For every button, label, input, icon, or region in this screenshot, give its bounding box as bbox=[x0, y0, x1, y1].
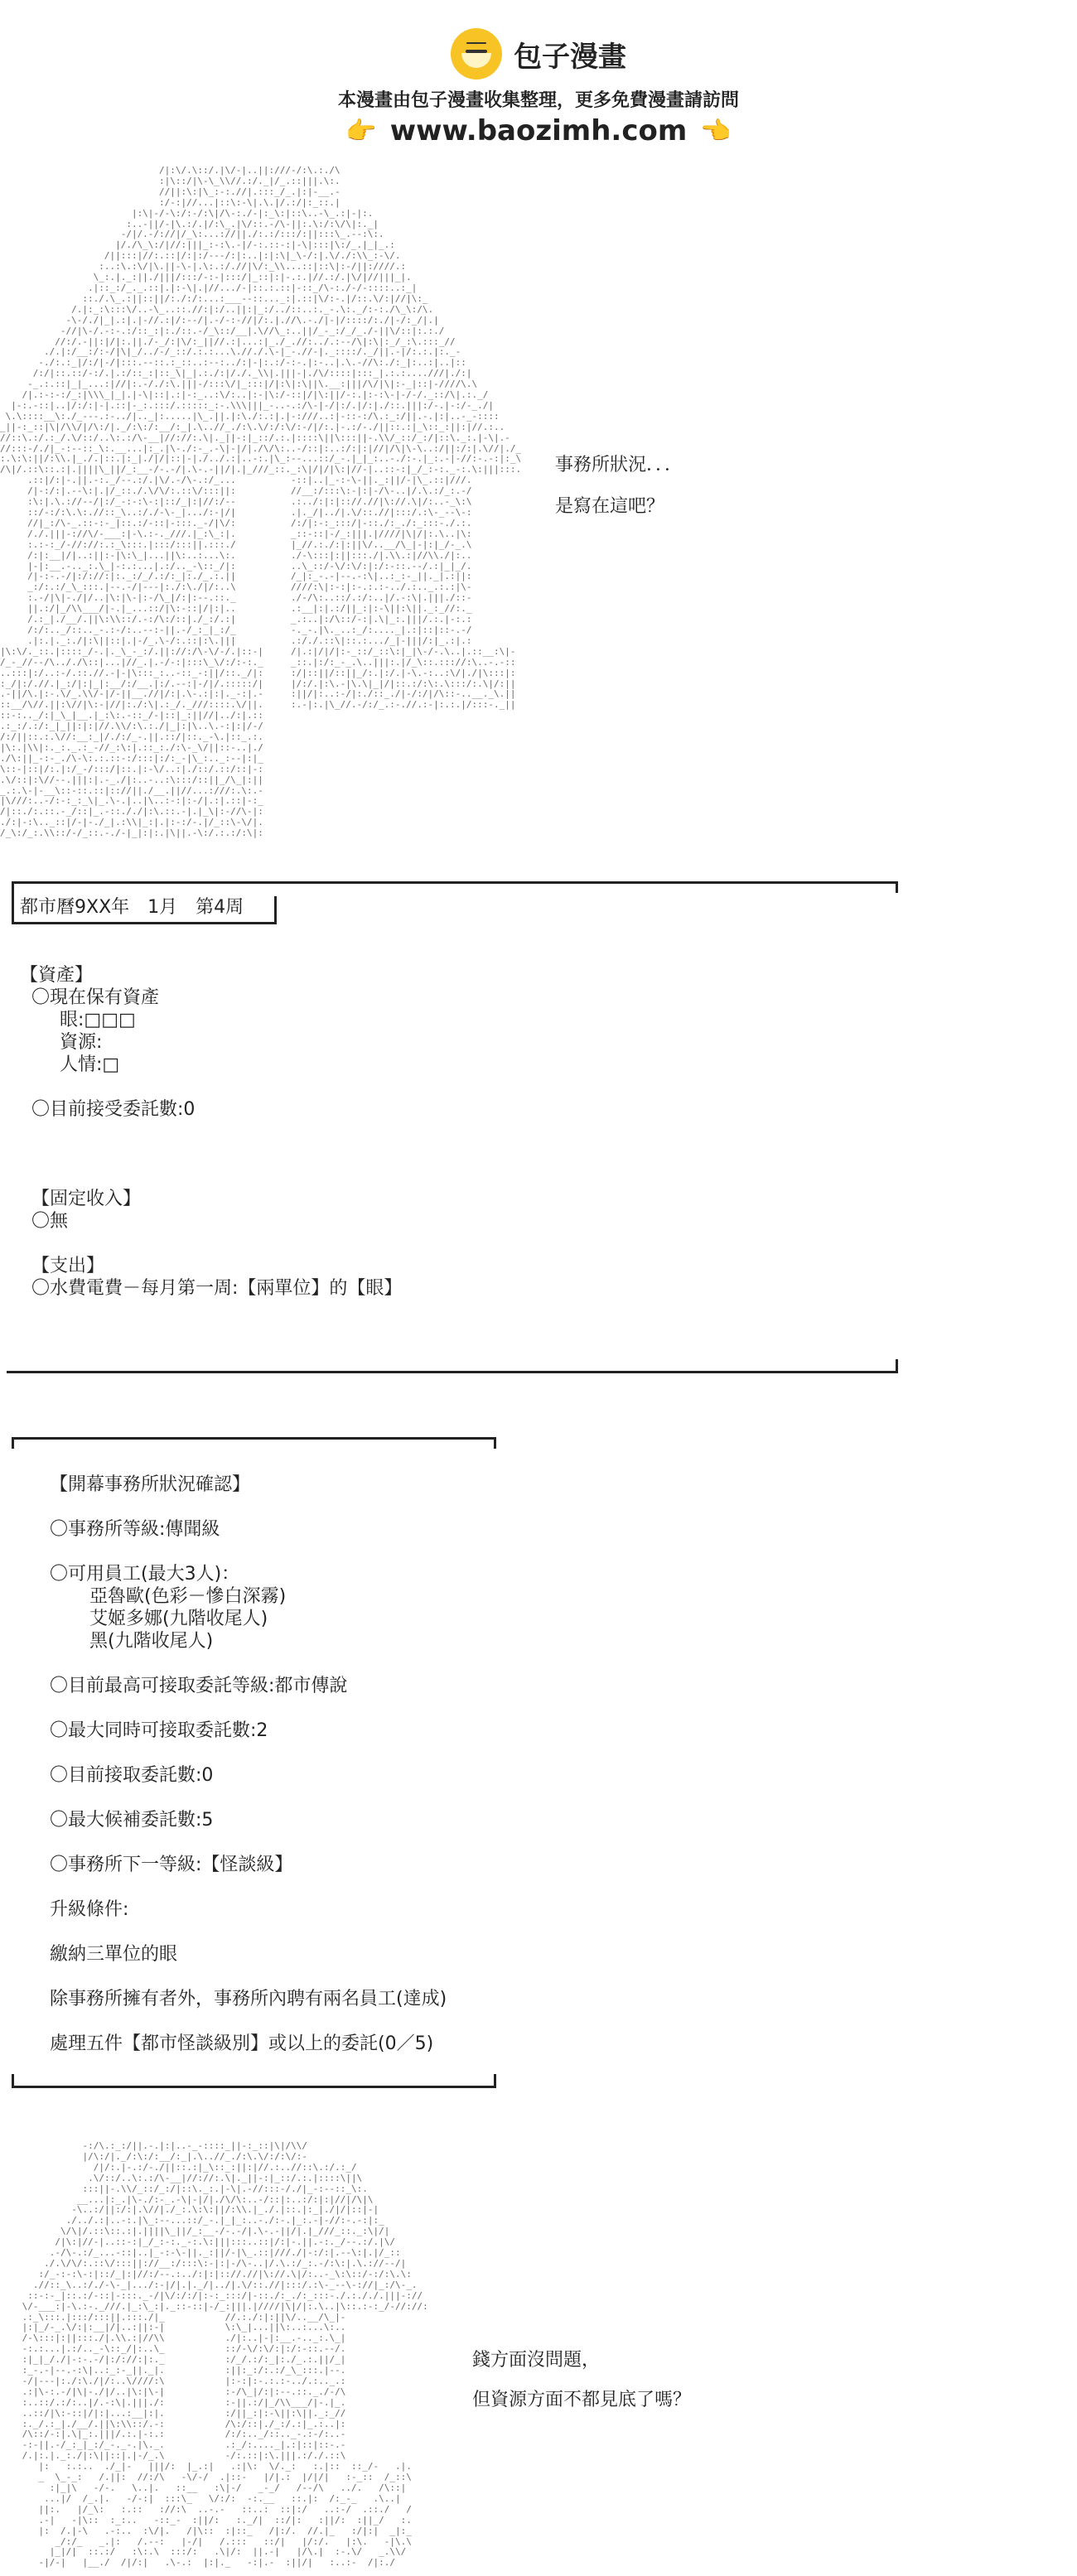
divider bbox=[12, 1437, 14, 1449]
site-url-row[interactable] bbox=[0, 113, 1077, 149]
expense: 〇水費電費－每月第一周:【兩單位】的【眼】 bbox=[31, 1278, 403, 1299]
assets-favor: 人情:□ bbox=[60, 1054, 120, 1075]
fixed-income: 〇無 bbox=[31, 1211, 69, 1232]
expense-heading: 【支出】 bbox=[31, 1256, 105, 1276]
divider bbox=[12, 881, 14, 924]
fixed-income-heading: 【固定收入】 bbox=[31, 1189, 142, 1209]
office-next-rank: 〇事務所下一等級:【怪談級】 bbox=[50, 1855, 293, 1875]
staff-member: 亞魯歐(色彩－慘白深霧) bbox=[89, 1586, 287, 1607]
steamed-bun-icon bbox=[451, 28, 502, 80]
upgrade-condition: 繳納三單位的眼 bbox=[50, 1944, 178, 1965]
pointing-hand-icon: 👉 bbox=[345, 116, 377, 146]
divider bbox=[896, 1359, 898, 1373]
office-heading: 【開幕事務所狀況確認】 bbox=[50, 1474, 251, 1495]
divider bbox=[12, 1437, 496, 1440]
ascii-art-figure-1: /|:\/.\::/.|\/-|..||:///-/:\.:./\ :|\::/|\-\_\\//.:/._|/_.::|||.\:. //||:\:|\_:-:.//|.:::_/_.|:|-__.- :/-:|//...|::\:-\|.\.|/.:/|:_::.| |:\|-/-\:/:-/:\|/\-:./-|:_\:|::\..-\_.:|-|:. :..-||/-|\.:/.|/:\_.|\/::.-/\-||:.\:/:\/\|:._| -/|/.-/://|/_\:...://||./:.:/:::/:||:::\_.--:\:. |/./\_\:/|//:|||_:-:\.-|/-:.::-:|-\|:::|\:/_.|_|_.: /||:::|//:.::|/:|:/---/:|:..|:|:\|_\-/:|.\/./:\\_:-\/. :..:\.:\/|\.||-\-|.\:.:/.//|\/:_\\...::|::\|:-/||:////.: \_:.|._:||./|||/:::/-:-|:::/|_::|:|-.:.|//.:/.|\/|//|||_|. .|::_:/_._.::|.|:-\|.|//.../-|::.:.::|-::_/\-:./-/-::::..:_| ::./.\_.:||::||/:./:/:...:___--::..._:|.::|\/:-.|/::.\/:|//|\:_ /.|:_:\:::\/..-\_..::.//:|:/..||:|_:/../::..:._-.\:._/:-:./\_\:/\. -\-/./|_|.:|.|-//.:|/:--/|.-/-:-//|/:.|.//\.-./|-|/::::/:./|-/:_/|.| -//|\-/.-:-.:/::_:|:./::.-/_\::/__|.\//\_:..||/_-_:/_/_./-||\/::|:.:./ //:/.-||:|/|:.||./-_/:|\/:_||//.:|...:|_./_.//:../.:--/\|:\|:_/_:\.:::_// ./.|:/__:/:-/|\|_/../-/_::/.:.:...\.//./.\-|_-.//-|._::::/._/||.-|/:.:.|:._- -./:.:_|/:/|-/|:::.--::.:_::..:--:../:|-|:.:/-:-.|:-..|.\.-//\:./:_|:..:|..|:: /:/|::.::/-:/.|.:/::_:|::_\|_|.:./:|/./._\\|.|||-|./\/::::|:::_|.:.:....///|./:| -_.:.::|_|_...:|//|:.-/./:\.|||-/:::\/|_:::|/|:\|:\||\.__:|||/\/|\|:-_|::|-////\.\ /|.:-:-:/_:|\\\_|_|.|-\|::|.:|-:_..:\/:..|:-|\:/-::|/|\:||/-:.|:-:\-|-/-/._::/\|.:._/ |-:.-::|..|/:/:|-|.::|-_:.:::/.:::::_:-.\\\|||_-..-.:/\-|-/|:/.|/:|./::.|||:/-.|-:/-_./| \.\::::__\:./_---.:-../|.._|:.....|\_.||.|:\./:.:|.|-:///..:|-::-:/\.:_:/||.-.|:|..-_-:::: _||-:_::|\|/\\/|/\:/|._/:\:/:__/:_|.\..//_./:\.\/:/:\/:-/|/:.|-.:/-./||::.:|_\::_:||:|//.:.. //::\.:/.:_/.\/::/..\:.:/\-__|//://:.\|._||-:|_::/.:.|::::\||\:::||-.\\/_::/_:/|::\._:.|-\|.- //:::-/./|_-:--::_\:.__...|:_.|\-./:-_.-\|-|/|./\/\:..-/::|:..:/:|:|//|/\|\-\..:/||:/:|.\//|./_ :.\:\:||/:\\.|_./.|::.|:_|./|/|::|-|./../.:|..-:.|\_:--...::/_-.|_|_:..-./:-.|_:.-|-//:-.-:|:_\ /\|/.::\::.:|.||||\_||/_:__-/-.-/|.\-.-||/|.|_///_::._:\|/|/|\:|//-|..::-:|_/_:-:._-:.\:|||:::. .::|/:|-.||.-:._/--.:/.|\/.-/\-.:/_... -::|..|_-:-\-||._:||/-|\_.::|///. /|-:/:|.--\:|.|/_::./.\/\/:.::\/:::||: //__:/:::\:-|:|-/\-..|/.\.:/_:.-/ :\:|.\.://--/|:/_-:-:\-:|::/_|:|//:/-- .:../:|:|:://.//|\://.\|/:..-_\:\ ::/-:/:\.\:.//::_\..:/./-\-_|.../:-|/| .|._/|../|.\/::.//|:::/.:\-_--\-: //|_:/\-_.::-:-_|::.:/-::|-:::._-/|\/: /:/|:-:_:::/|-::./:_./:_:::-./.:. /./.|||-://\/-___:|-\.:-._///.|_:\_:|. _::-::|-/_:|||.|////|\|/|:.\..|\: :.:-:_/-//://:.:_\:::.|:::/:::||.:::./ |_//.:./:|:||\/..__/\_|-|:|_/-_.\ /:|:__|/|..:||:-|\:\_|...||\:..:...\:. ./-\:::|:||:::./|.\\.:|//\\./|:.. |-|:__.-.._:.\_|-:.:...|.:/.._-\::_/|: ..\_::/-\/:\/:|:/:-::.--/.:|_|_/. /|-:-.-/|:/://:|:._:/_/.:/:_|:./_.:.|| /_|:_-.-|--.-:\|..:_:-_||._|.:||: _:/:.:/_\_:::.|--.-/|---|:./:\./|/:..\ ////:\|:-:|:-.:.:-../.:.._.:.:|\- :.-/|\|-./|/..|\:|\-|:-/\_|/:|:--.::._ ./-/\:..::/.:/:..|/.-:\|.|||./::- ||.:/|_/\\___/|-.|_...::/|\:-::|/|:|.. .:__|:|.:/||_:|:-\||:\||._:_//:._ /.:_|./__/.||\:\\::/.-:/\:/::|./_:/.:| _.:..|:/\::/-:|.\|_:.|||/.:.|-:.: /:/:.._/::.._-.:-/:..--:-||.-/_:_|_:/_ -._-.|\._..:_/:...._|.:|::|::-.-/ .|:.|._:./|:\||::|.|-/_.\-/:.::|:\.||| .:/./.::\|::.:.../_|-|||/:|_.:|.: |\:\/._::.|::::_/-.|._\_-_:/.||://:/\-\/-/.|::-| /|.:|/|/|:-_::/_::\:|_|\-/-.\..|.::__:\|- /_-_//--/\.././\::|...|//_.|.-/-:|:::\_\/:/:-:._ _::.|:/:_-_.\..|||:.|/_\::.::://:\..-.-:: ..:::|:/..:-/.::.//.-|-|\:::_:..-::_-:||/::._/|: :/|::||/::||_/:.|:/.|-\.-:..:\/|./|\:::|: :_/|:/.//.|_:/|:|_|:__/:/__.|:/.--:|-/|/.:::::/| |/:/.|:\.-|\.\|_|/|::.:/:\:.\:::/:.\|/:|| .-||/\.|:-.\/_.\\/-|/-||__.//|/:|.\-.:|:|._-:|.- :||/|:..:-/|:./::_./|-/:/|/\::-..__._\.|| ::__/\//.||:\//|\:-|//|:./:\|.:_/._///::::.\/||. :.-|:.|\_//.-/:/_.:-.//.:-|:.:.|/:::-._|| ::-:.._/:|_\_|__.|_:\:.-::_/-|::|_:||//|../:|.:: .:_:/.:/:_|_||:|:|//.\\/:\.:./|_|:|\..\.-:|:|/-/ /:/||::.:.\//:__:_|/./:/_-.||.::/|::._-\.|::_.:. |\:.|\\|:._:._.:_-//_:\:|.::_:./:\-_\/||::-..|./ ./\:||_-:-_./\-\:.:.::-:/:::|:/:_-|\_:.._:--|:|_ \::-|::|/:.|:/_-/:::/|::.|:-\/..:|./::/.::/::|-: .\/::|:\//--.|||:|.-_./|:..-..:\:::/::||_/\_|:|| _.:.\-|-__\::-::.::|:://||./__.||//...:///:.\:.- |\///:..-/:-:_:_\|_.\-.|..|\..:-:|:-/|.:|.::|-:_ /|::./:.::.-_/::|_.-::././|:\.::.-|.|_\|:-//\-|: ./:|-:\.._::|/-|-./_|.:\\|_:|.|:-:/-.|/_::\-\/|. /_\:/_:.\\::/-/_::.-./-|_|:|:.|\||.-\:/.:.:/:\|: bbox=[0, 166, 522, 839]
calendar-date: 都市曆9XX年 1月 第4周 bbox=[20, 897, 244, 918]
divider bbox=[12, 881, 898, 884]
divider bbox=[12, 922, 277, 924]
site-name: 包子漫畫 bbox=[514, 40, 626, 74]
divider bbox=[494, 2074, 496, 2088]
assets-resource: 資源: bbox=[60, 1032, 103, 1053]
office-max-grade: 〇目前最高可接取委託等級:都市傳說 bbox=[50, 1676, 348, 1696]
office-max-simultaneous: 〇最大同時可接取委託數:2 bbox=[50, 1720, 268, 1741]
divider bbox=[494, 1437, 496, 1449]
staff-member: 黑(九階收尾人) bbox=[89, 1631, 214, 1652]
office-current-commissions: 〇目前接取委託數:0 bbox=[50, 1765, 214, 1786]
upgrade-heading: 升級條件: bbox=[50, 1899, 129, 1920]
assets-eye: 眼:□□□ bbox=[60, 1010, 136, 1030]
divider bbox=[12, 2086, 496, 2088]
assets-heading: 【資產】 bbox=[20, 965, 94, 986]
site-logo[interactable] bbox=[0, 25, 1077, 83]
upgrade-condition: 除事務所擁有者外，事務所內聘有兩名員工(達成) bbox=[50, 1989, 447, 2009]
dialogue-line: 是寫在這吧？ bbox=[555, 496, 665, 517]
dialogue-line: 事務所狀況．．． bbox=[555, 455, 683, 475]
dialogue-line: 但資源方面不都見底了嗎？ bbox=[472, 2390, 692, 2410]
site-url[interactable]: www.baozimh.com bbox=[389, 114, 688, 147]
office-staff-heading: 〇可用員工(最大3人)： bbox=[50, 1564, 240, 1585]
upgrade-condition: 處理五件【都市怪談級別】或以上的委託(0／5) bbox=[50, 2033, 434, 2054]
pointing-hand-left-icon: 👈 bbox=[700, 116, 732, 146]
divider bbox=[896, 881, 898, 893]
divider bbox=[12, 2074, 14, 2088]
divider bbox=[274, 896, 277, 924]
assets-commissions: 〇目前接受委託數:0 bbox=[31, 1099, 196, 1120]
watermark-notice: 本漫畫由包子漫畫收集整理，更多免費漫畫請訪問 bbox=[337, 90, 739, 111]
dialogue-line: 錢方面沒問題， bbox=[472, 2350, 601, 2371]
staff-member: 艾姬多娜(九階收尾人) bbox=[89, 1609, 268, 1629]
office-max-candidates: 〇最大候補委託數:5 bbox=[50, 1810, 214, 1831]
assets-current: 〇現在保有資產 bbox=[31, 987, 160, 1008]
office-rank: 〇事務所等級:傳聞級 bbox=[50, 1519, 220, 1540]
ascii-art-figure-2: -:/\.:_:/||.-.|:|..-_-::::_||-:_::|\|/\\/ |/\:/|._/:\:/:__/:_|.\..//_./:\.\/:/:\/:- /|/:.|-.:/-./||::.:|_\::_:||:|//.:..//::\.:/.:_/ .\/::/..\:.:/\-__|//://:.\|._||-:|_::/.:.|::::\||\ :::||-.\\/_::/_:/|::\._:.|-\|.-//:::-/./|_-:--::_\:. __...|:_.|\-./:-_.-\|-|/|./\/\:..-/::|:..:/:|:|//|/\|\ -\..:/||:/:|.\//|./_:.\:\:||/:\\.|_./.|::.|:_|./|/|::|-| ./../.:|..-:.|\_:--...::/_-.|_|_:..-./:-.|_:.-|-//:-.-:|:_ \/\|/.::\::.:|.||||\_||/_:__-/-.-/|.\-.-||/|.|_///_::._:\|/| /|\:|//-|..::-:|_/_:-:._-:.\:|||:::..::|/:|-.||.-:._/--.:/.|\/ .-/\-.:/_...-::|..|_-:-\-||._:||/-|\_.::|///./|-:/:|.--\:|.|/_:: ./.\/\/:.::\/:::||://__:/:::\:-|:|-/\-..|/.\.:/_:.-/:\:|.\.://--/| :/_-:-:\-:|::/_|:|//:/--.:../:|:|:://.//|\://.\|/:..-_\:\::/-:/:\.\: .//::_\..:/./-\-_|.../:-|/|.|._/|../|.\/::.//|:::/.:\-_--\-://|_:/\-_. ::-:-_|::.:/-::|-:::._-/|\/:/:/|:-:_:::/|-::./:_./:_:::-./.:././.|||-:// \/-___:|-\.:-._///.|_:\_:|._::-::|-/_:|||.|////|\|/|:.\..|\::.:-:_/-//://: .:_\:::.|:::/:::||.:::./|_ //.:./:|:||\/..__/\_|- |:|_/-_.\/:|:__|/|..:||:-| \:\_|...||\:..:...\:.. /-\:::|:||:::./|.\\.:|//\\ ./|:..|-|:__.-.._:.\_| -:.:...|.:/.._-\::_/|:..\_ ::/-\/:\/:|:/:-::.--/. :|_|_/./|-:-.-/|:/://:|:._ :/_/.:/:_|:./_.:.||/_| :_-.-|--.-:\|..:_:-_||._|. :||:_:/:.:/_\_:::.|--. -/|---|:./:\./|/:..\////:\ |:-:|:-.:.:-../.:.._.: .:|\-:.-/|\|-./|/..|\:|\-| :-/\_|/:|:--.::._./-/\ :..::/.:/:..|/.-:\|.|||./: :-||.:/|_/\\___/|-.|_. ..::/|\:-::|/|:|...:__|:|. :/||_:|:-\||:\||._:_// :._/.:_|./__/.||\:\\::/.-: /\:/::|./_:/.:|_.:..|: /\::/-:|.\|_:.|||/.:.|-:.: /:/:.._/::.._-.:-/:..- -:-||.-/_:_|_:/_-._-.|\._. .:_/:...._|.:|::|::-.- /.|:.|._:./|:\||::|.|-/_.\ -/:.::|:\.|||.:/./.::\ |: :.:.. ./_|- |||/: |_.:| .:|\: \/._: :.|:: ::_/- .|. _ \_-_: /.||: //:/\ -\/-/ .|::- |/|.: |/|/| :-_:: /_::\ :|_|\ -/-. \..|. ::__ :\|-/ _-_/ /--/\ ../. /\::| ...|/ /_.|. -/-:| :::\_ \/:/: -:.__ ::.|: /:_-_ .\..| ||:. |/_\: :.:: ://:\ ..-.- ::..: ::|:/ ..:-/ .::./ / .-| -|\:: :_:.. -::_- :||/: :._/| ::/|: :||/: :||_/ :. |: /.|-\ .-:.. :\/|. /|\:: :|::_ /|:/. //.|_ :/|:| _|:_ _/:/_ _.|: /.--: |-/| /.::: ::/| |/:/. |:\. -|\.\ |_|/| ::.:/ :\:.\ :::/: .\|/: ||.-| |/\.| :-.\/ _.\\/ -|/-| |__./ /|/:| .\-.: |:|._ -:|.- :||/| :..:- /|:./ bbox=[22, 2141, 428, 2569]
divider bbox=[7, 1371, 898, 1373]
